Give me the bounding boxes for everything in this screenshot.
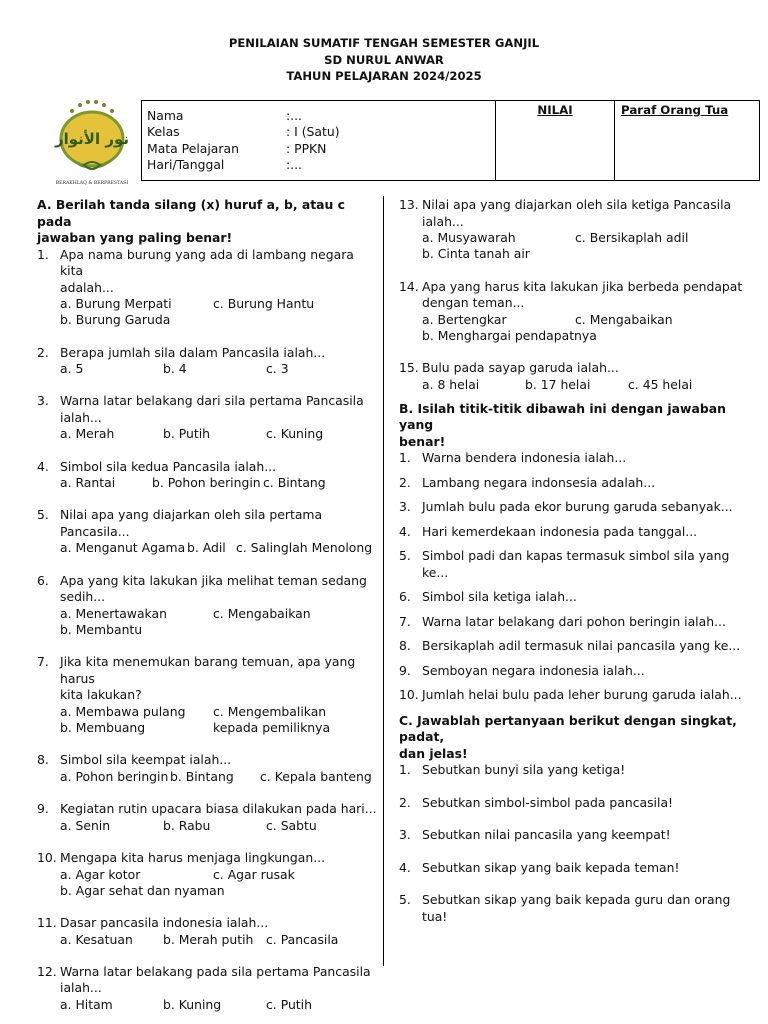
item-text: Simbol padi dan kapas termasuk simbol sila yang ke... [422, 548, 730, 580]
question-text-line: Apa nama burung yang ada di lambang negara kita [60, 246, 354, 278]
answer-options [37, 867, 377, 900]
question-item [37, 850, 377, 899]
answer-options [399, 377, 749, 393]
answer-option[interactable]: c. Bintang [263, 475, 326, 491]
answer-option[interactable]: b. Rabu [163, 817, 211, 833]
spacer [37, 834, 377, 850]
question-number: 11. [37, 915, 57, 931]
answer-options [37, 769, 377, 785]
question-item [37, 247, 377, 329]
answer-option[interactable]: c. Salinglah Menolong [236, 540, 373, 556]
answer-option[interactable]: b. Membuang [60, 720, 146, 736]
question-stem [37, 459, 377, 476]
answer-option[interactable]: b. Burung Garuda [60, 312, 171, 328]
answer-option-row [60, 475, 377, 491]
item-text: Sebutkan sikap yang baik kepada teman! [422, 859, 680, 875]
answer-option[interactable]: c. Agar rusak [213, 866, 295, 882]
answer-option[interactable]: c. Burung Hantu [213, 296, 315, 311]
fill-in-item [399, 450, 749, 467]
answer-option[interactable]: b. Membantu [60, 622, 143, 638]
question-item [399, 197, 749, 263]
question-stem [37, 850, 377, 867]
spacer [37, 557, 377, 573]
item-text: Warna latar belakang dari pohon beringin ialah... [422, 613, 726, 629]
answer-option[interactable]: b. Putih [163, 426, 211, 442]
answer-option-row [60, 426, 377, 442]
spacer [399, 679, 749, 687]
question-text [60, 964, 377, 997]
spacer [399, 811, 749, 827]
answer-option-row [60, 361, 377, 377]
answer-option[interactable]: a. 5 [60, 361, 84, 377]
answer-option[interactable]: a. Merah [60, 426, 115, 442]
answer-option[interactable]: c. Kuning [266, 426, 324, 442]
header-year: TAHUN PELAJARAN 2024/2025 [286, 69, 482, 83]
item-text: Bersikaplah adil termasuk nilai pancasila yang ke... [422, 638, 741, 654]
answer-option[interactable]: b. 4 [163, 361, 187, 377]
header-title: PENILAIAN SUMATIF TENGAH SEMESTER GANJIL [228, 36, 540, 50]
question-text [60, 393, 377, 426]
spacer [399, 393, 749, 401]
answer-option[interactable]: b. Kuning [163, 996, 222, 1012]
identity-label: Mata Pelajaran [147, 140, 239, 156]
question-stem [37, 964, 377, 997]
answer-option[interactable]: a. Hitam [60, 996, 113, 1012]
spacer [399, 344, 749, 360]
question-text-line: Dasar pancasila indonesia ialah... [60, 915, 269, 931]
answer-options [37, 540, 377, 556]
question-stem [37, 247, 377, 297]
question-number: 1. [37, 246, 49, 262]
answer-option-row [60, 883, 377, 899]
answer-option[interactable]: c. Mengabaikan [575, 311, 673, 327]
fill-in-item [399, 475, 749, 492]
question-item [37, 507, 377, 556]
answer-option[interactable]: a. Menganut Agama [60, 540, 186, 556]
question-stem [399, 197, 749, 230]
item-number: 5. [399, 892, 411, 908]
spacer [37, 377, 377, 393]
spacer [399, 606, 749, 614]
question-text-line: sedih... [60, 589, 106, 605]
question-text [422, 360, 749, 377]
spacer [37, 736, 377, 752]
column-divider [383, 196, 384, 966]
item-number: 5. [399, 548, 411, 564]
answer-option-row [60, 720, 377, 736]
nilai-cell: NILAI [496, 101, 615, 180]
answer-option-row [60, 606, 377, 622]
essay-item [399, 892, 749, 925]
answer-option[interactable]: b. 17 helai [525, 376, 591, 392]
answer-option[interactable]: b. Menghargai pendapatnya [422, 327, 597, 343]
spacer [399, 876, 749, 892]
section-c-title: C. Jawablah pertanyaan berikut dengan singkat, padat, [399, 712, 737, 745]
item-number: 2. [399, 474, 411, 490]
question-number: 15. [399, 360, 419, 376]
answer-option[interactable]: c. Mengabaikan [213, 605, 311, 621]
question-text-line: ialah... [60, 409, 102, 425]
item-text: Simbol sila ketiga ialah... [422, 589, 577, 605]
answer-options [37, 818, 377, 834]
question-text [60, 915, 377, 932]
fill-in-item [399, 548, 749, 581]
fill-in-item [399, 589, 749, 606]
item-text: Sebutkan sikap yang baik kepada guru dan orang tua! [422, 892, 731, 924]
item-number: 3. [399, 827, 411, 843]
spacer [37, 443, 377, 459]
answer-option[interactable]: a. Bertengkar [422, 311, 507, 327]
answer-options [399, 230, 749, 263]
essay-item [399, 762, 749, 779]
essay-item [399, 827, 749, 844]
item-text: Sebutkan simbol-simbol pada pancasila! [422, 794, 674, 810]
answer-option[interactable]: b. Pohon beringin [152, 475, 261, 491]
answer-option-row [60, 997, 377, 1013]
answer-option-row [422, 312, 749, 328]
question-number: 6. [37, 572, 49, 588]
question-text-line: Nilai apa yang diajarkan oleh sila ketiga Pancasila [422, 197, 732, 212]
answer-option[interactable]: a. Rantai [60, 475, 116, 491]
answer-options [37, 704, 377, 737]
spacer [37, 948, 377, 964]
question-text [60, 801, 377, 818]
answer-options [37, 997, 377, 1013]
question-text [422, 279, 749, 312]
answer-option[interactable]: c. Kepala banteng [260, 768, 372, 784]
answer-option[interactable]: a. Kesatuan [60, 931, 133, 947]
spacer [399, 491, 749, 499]
identity-info-cell [142, 101, 496, 180]
spacer [399, 630, 749, 638]
item-number: 1. [399, 762, 411, 778]
question-stem [37, 345, 377, 362]
answer-option-row [60, 312, 377, 328]
identity-table [141, 100, 760, 181]
left-column [37, 197, 377, 1013]
question-number: 13. [399, 197, 419, 212]
question-stem [37, 393, 377, 426]
answer-option-row [60, 296, 377, 312]
logo-motto: BERAKHLAQ & BERPRESTASI [55, 181, 129, 186]
item-number: 6. [399, 589, 411, 605]
answer-option[interactable]: kepada pemiliknya [213, 720, 331, 736]
question-stem [37, 654, 377, 704]
section-b-title: B. Isilah titik-titik dibawah ini dengan jawaban yang [399, 400, 726, 433]
fill-in-item [399, 614, 749, 631]
right-column [399, 197, 749, 925]
question-stem [37, 801, 377, 818]
question-text-line: Apa yang kita lakukan jika melihat teman sedang [60, 572, 367, 588]
answer-option[interactable]: c. Pancasila [266, 931, 339, 947]
spacer [37, 785, 377, 801]
question-text-line: ialah... [60, 980, 102, 996]
item-text: Sebutkan nilai pancasila yang keempat! [422, 827, 671, 843]
item-number: 10. [399, 687, 419, 703]
question-text-line: ialah... [422, 213, 464, 229]
question-text [60, 345, 377, 362]
question-text-line: kita lakukan? [60, 687, 142, 703]
question-text-line: Simbol sila kedua Pancasila ialah... [60, 458, 277, 474]
question-text-line: Warna latar belakang dari sila pertama Pancasila [60, 393, 364, 409]
answer-options [37, 361, 377, 377]
fill-in-item [399, 687, 749, 704]
answer-option[interactable]: a. Membawa pulang [60, 703, 186, 719]
answer-options [37, 426, 377, 442]
question-text [60, 247, 377, 297]
answer-option[interactable]: c. 45 helai [628, 376, 693, 392]
identity-row [147, 141, 495, 157]
answer-options [37, 932, 377, 948]
essay-item [399, 860, 749, 877]
identity-row [147, 124, 495, 140]
spacer [399, 704, 749, 712]
question-text [60, 459, 377, 476]
answer-option[interactable]: c. 3 [266, 361, 289, 377]
identity-row [147, 157, 495, 173]
question-text-line: Warna latar belakang pada sila pertama Pancasila [60, 963, 371, 979]
answer-option-row [60, 867, 377, 883]
question-item [399, 279, 749, 345]
question-item [37, 573, 377, 639]
spacer [399, 655, 749, 663]
spacer [399, 844, 749, 860]
spacer [37, 638, 377, 654]
answer-option-row [60, 932, 377, 948]
question-text [422, 197, 749, 230]
question-text [60, 850, 377, 867]
spacer [37, 491, 377, 507]
item-number: 1. [399, 450, 411, 466]
answer-options [37, 606, 377, 639]
question-item [37, 964, 377, 1013]
item-number: 8. [399, 638, 411, 654]
answer-option[interactable]: b. Adil [187, 540, 226, 556]
question-item [37, 752, 377, 785]
answer-options [37, 296, 377, 329]
question-text-line: Nilai apa yang diajarkan oleh sila pertama Pancasila... [60, 507, 323, 539]
fill-in-item [399, 663, 749, 680]
answer-option[interactable]: a. Pohon beringin [60, 768, 169, 784]
answer-option[interactable]: c. Sabtu [266, 817, 317, 833]
answer-option[interactable]: b. Agar sehat dan nyaman [60, 882, 225, 898]
question-number: 12. [37, 963, 57, 979]
answer-option[interactable]: a. Menertawakan [60, 605, 167, 621]
logo-arabic-text: نور الأنوار [54, 130, 130, 148]
essay-item [399, 795, 749, 812]
identity-value: :... [286, 108, 302, 123]
identity-value: : PPKN [286, 140, 327, 156]
section-b-title: benar! [399, 433, 446, 449]
spacer [399, 779, 749, 795]
answer-option[interactable]: a. Senin [60, 817, 111, 833]
item-text: Jumlah bulu pada ekor burung garuda sebanyak... [422, 499, 733, 515]
question-text-line: Simbol sila keempat ialah... [60, 752, 232, 768]
answer-option-row [422, 377, 749, 393]
question-stem [37, 752, 377, 769]
question-text-line: dengan teman... [422, 295, 525, 311]
answer-option[interactable]: b. Bintang [170, 768, 234, 784]
question-item [37, 393, 377, 442]
question-item [37, 345, 377, 378]
answer-option-row [422, 246, 749, 262]
question-text-line: Bulu pada sayap garuda ialah... [422, 360, 619, 376]
answer-option[interactable]: c. Putih [266, 996, 312, 1012]
spacer [399, 581, 749, 589]
item-number: 9. [399, 662, 411, 678]
answer-option-row [422, 328, 749, 344]
answer-option-row [60, 704, 377, 720]
identity-value: :... [286, 156, 302, 172]
question-stem [399, 279, 749, 312]
item-number: 2. [399, 794, 411, 810]
question-number: 2. [37, 344, 49, 360]
answer-option-row [60, 540, 377, 556]
question-item [37, 459, 377, 492]
item-text: Warna bendera indonesia ialah... [422, 450, 627, 466]
identity-label: Kelas [147, 124, 180, 140]
identity-row [147, 108, 495, 124]
answer-option[interactable]: a. 8 helai [422, 376, 480, 392]
identity-label: Nama [147, 108, 184, 123]
question-text-line: Berapa jumlah sila dalam Pancasila ialah... [60, 344, 326, 360]
answer-option-row [60, 818, 377, 834]
item-text: Semboyan negara indonesia ialah... [422, 662, 645, 678]
answer-options [37, 475, 377, 491]
answer-option[interactable]: c. Mengembalikan [213, 703, 327, 719]
question-number: 8. [37, 752, 49, 768]
question-item [399, 360, 749, 393]
question-item [37, 654, 377, 736]
question-number: 9. [37, 801, 49, 817]
item-number: 7. [399, 613, 411, 629]
question-text [60, 752, 377, 769]
question-number: 5. [37, 507, 49, 523]
question-text [60, 654, 377, 704]
answer-option[interactable]: b. Merah putih [163, 931, 254, 947]
answer-option[interactable]: a. Musyawarah [422, 230, 516, 245]
item-number: 4. [399, 523, 411, 539]
question-stem [37, 573, 377, 606]
question-text [60, 573, 377, 606]
spacer [37, 899, 377, 915]
school-logo-icon [50, 97, 134, 187]
answer-option[interactable]: a. Agar kotor [60, 866, 141, 882]
section-a-title: A. Berilah tanda silang (x) huruf a, b, atau c pada [37, 197, 345, 229]
exam-header [0, 35, 768, 85]
question-text-line: Mengapa kita harus menjaga lingkungan... [60, 850, 326, 866]
question-number: 3. [37, 393, 49, 409]
question-item [37, 915, 377, 948]
fill-in-item [399, 638, 749, 655]
question-text-line: Apa yang harus kita lakukan jika berbeda pendapat [422, 278, 743, 294]
question-text-line: Kegiatan rutin upacara biasa dilakukan pada hari... [60, 801, 377, 817]
fill-in-item [399, 524, 749, 541]
item-number: 4. [399, 859, 411, 875]
question-stem [399, 360, 749, 377]
item-text: Lambang negara indonsesia adalah... [422, 474, 656, 490]
question-stem [37, 507, 377, 540]
answer-option-row [60, 622, 377, 638]
answer-option[interactable]: a. Burung Merpati [60, 296, 172, 311]
question-item [37, 801, 377, 834]
spacer [399, 540, 749, 548]
question-text [60, 507, 377, 540]
answer-option-row [60, 769, 377, 785]
answer-option-row [422, 230, 749, 246]
section-a-title: jawaban yang paling benar! [37, 230, 233, 245]
identity-value: : I (Satu) [286, 124, 340, 140]
header-school: SD NURUL ANWAR [324, 52, 444, 67]
fill-in-item [399, 499, 749, 516]
question-text-line: Jika kita menemukan barang temuan, apa yang harus [60, 654, 356, 686]
spacer [37, 329, 377, 345]
question-number: 14. [399, 278, 419, 294]
item-text: Sebutkan bunyi sila yang ketiga! [422, 762, 626, 778]
item-text: Jumlah helai bulu pada leher burung garuda ialah... [422, 687, 742, 703]
answer-option[interactable]: b. Cinta tanah air [422, 246, 530, 262]
question-stem [37, 915, 377, 932]
identity-label: Hari/Tanggal [147, 156, 225, 172]
spacer [399, 516, 749, 524]
section-c-title: dan jelas! [399, 745, 468, 761]
question-number: 10. [37, 850, 57, 866]
spacer [399, 263, 749, 279]
item-number: 3. [399, 499, 411, 515]
answer-option[interactable]: c. Bersikaplah adil [575, 230, 689, 245]
spacer [399, 467, 749, 475]
item-text: Hari kemerdekaan indonesia pada tanggal... [422, 523, 698, 539]
question-text-line: adalah... [60, 279, 114, 295]
paraf-cell: Paraf Orang Tua [621, 103, 729, 117]
answer-options [399, 312, 749, 345]
question-number: 4. [37, 458, 49, 474]
question-number: 7. [37, 654, 49, 670]
